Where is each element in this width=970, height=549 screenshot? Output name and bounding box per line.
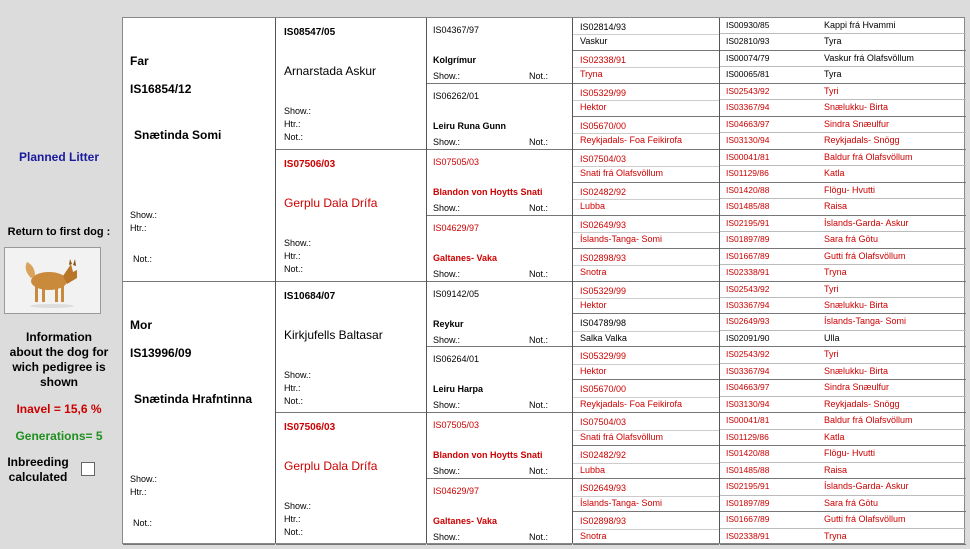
dog-reg-number: IS07505/03 <box>433 156 480 167</box>
dog-reg-number: IS00930/85 <box>726 20 770 30</box>
htr-label: Htr.: <box>284 250 301 261</box>
dog-name[interactable]: Ulla <box>824 332 840 343</box>
gen5-dog-row[interactable] <box>720 232 966 248</box>
dog-name[interactable]: Tyri <box>824 283 839 294</box>
show-label: Show.: <box>284 237 312 248</box>
dog-reg-number: IS13996/09 <box>130 345 192 360</box>
dog-reg-number: IS02543/92 <box>726 283 770 294</box>
not-label: Not.: <box>284 263 304 274</box>
show-label: Show.: <box>433 71 461 81</box>
not-label: Not.: <box>529 466 549 477</box>
dog-name[interactable]: Gutti frá Olafsvöllum <box>824 250 906 261</box>
gen4-dog-cell[interactable] <box>573 18 719 51</box>
gen5-dog-row[interactable] <box>720 298 966 314</box>
show-label: Show.: <box>284 369 312 380</box>
gen4-dog-cell[interactable] <box>573 249 719 282</box>
gen3-dog-cell[interactable] <box>427 84 572 150</box>
dog-reg-number: IS01420/88 <box>726 184 770 195</box>
gen5-dog-row[interactable] <box>720 512 966 528</box>
show-label: Show.: <box>433 400 461 411</box>
dog-reg-number: IS04663/97 <box>726 382 770 393</box>
inavel-value: Inavel = 15,6 % <box>16 402 102 416</box>
gen5-dog-row[interactable] <box>720 413 966 429</box>
not-label: Not.: <box>284 132 304 142</box>
gen5-dog-row[interactable] <box>720 199 966 215</box>
row-divider <box>573 100 719 101</box>
row-divider <box>573 364 719 365</box>
dog-reg-number: IS09142/05 <box>433 288 480 299</box>
gen5-dog-row[interactable] <box>720 529 966 545</box>
dog-name[interactable]: Íslands-Garda- Askur <box>824 217 909 228</box>
return-first-dog-label: Return to first dog : <box>7 226 111 238</box>
dog-name[interactable]: Blandon von Hoytts Snati <box>433 186 543 197</box>
dog-name[interactable]: Íslands-Tanga- Somi <box>580 234 663 245</box>
gen3-dog-cell[interactable] <box>427 479 572 545</box>
dog-name[interactable]: Leiru Runa Gunn <box>433 120 506 131</box>
inbreeding-label: Inbreeding calculated <box>7 455 69 484</box>
dog-name[interactable]: Sindra Snæulfur <box>824 118 890 129</box>
dog-name[interactable]: Vaskur frá Olafsvöllum <box>824 52 914 63</box>
gen4-dog-cell[interactable] <box>573 413 719 446</box>
not-label: Not.: <box>529 400 549 411</box>
dog-reg-number: IS01667/89 <box>726 250 770 261</box>
dog-name[interactable]: Reykjadals- Foa Feikirofa <box>580 398 683 409</box>
dog-name[interactable]: Leiru Harpa <box>433 384 484 395</box>
gen4-dog-cell[interactable] <box>573 51 719 84</box>
dog-name[interactable]: Tyra <box>824 36 842 47</box>
dog-name[interactable]: Baldur frá Olafsvöllum <box>824 415 913 426</box>
row-divider <box>573 166 719 167</box>
gen5-dog-row[interactable] <box>720 282 966 298</box>
dog-reg-number: IS02091/90 <box>726 332 770 343</box>
gen5-dog-row[interactable] <box>720 397 966 413</box>
gen5-dog-row[interactable] <box>720 314 966 330</box>
not-label: Not.: <box>133 517 153 528</box>
gen5-dog-row[interactable] <box>720 249 966 265</box>
dog-reg-number: IS10684/07 <box>284 290 336 302</box>
dog-reg-number: IS02338/91 <box>726 267 770 278</box>
dog-reg-number: IS05329/99 <box>580 87 627 98</box>
dog-reg-number: IS02810/93 <box>726 36 770 47</box>
dog-reg-number: IS00041/81 <box>726 151 770 162</box>
dog-name[interactable]: Snætinda Somi <box>134 128 222 142</box>
dog-name[interactable]: Tyra <box>824 69 842 80</box>
gen5-dog-row[interactable] <box>720 265 966 281</box>
show-label: Show.: <box>433 136 461 147</box>
dog-reg-number: IS05329/99 <box>580 351 627 362</box>
dog-name[interactable]: Snotra <box>580 530 607 541</box>
row-divider <box>573 133 719 134</box>
dog-reg-number: IS00065/81 <box>726 69 770 80</box>
pedigree-column-gen5 <box>720 18 966 543</box>
gen4-dog-cell[interactable] <box>573 84 719 117</box>
row-divider <box>573 199 719 200</box>
gen4-dog-cell[interactable] <box>573 183 719 216</box>
dog-name[interactable]: Tyri <box>824 85 839 96</box>
gen3-dog-cell[interactable] <box>427 282 572 348</box>
show-label: Show.: <box>433 202 461 213</box>
dog-reg-number: IS01897/89 <box>726 234 770 245</box>
gen2-dog-cell[interactable] <box>276 150 426 282</box>
dog-reg-number: IS04367/97 <box>433 25 480 35</box>
first-dog-thumbnail[interactable] <box>4 247 101 314</box>
dog-name[interactable]: Flögu- Hvutti <box>824 184 876 195</box>
dog-name[interactable]: Blandon von Hoytts Snati <box>433 450 543 461</box>
gen5-dog-row[interactable] <box>720 100 966 116</box>
gen5-dog-row[interactable] <box>720 51 966 67</box>
dog-name[interactable]: Tryna <box>824 267 847 278</box>
dog-reg-number: IS02543/92 <box>726 349 770 360</box>
dog-reg-number: IS02543/92 <box>726 85 770 96</box>
dog-name[interactable]: Kirkjufells Baltasar <box>284 327 383 342</box>
show-label: Show.: <box>433 466 461 477</box>
not-label: Not.: <box>284 395 304 406</box>
dog-reg-number: IS02482/92 <box>580 450 627 461</box>
gen5-dog-row[interactable] <box>720 479 966 495</box>
dog-name[interactable]: Galtanes- Vaka <box>433 516 498 527</box>
sidebar <box>0 0 118 549</box>
gen5-dog-row[interactable] <box>720 463 966 479</box>
not-label: Not.: <box>529 202 549 213</box>
dog-name[interactable]: Katla <box>824 431 845 442</box>
row-divider <box>573 529 719 530</box>
not-label: Not.: <box>529 334 549 345</box>
dog-reg-number: IS02649/93 <box>580 219 627 230</box>
dog-name[interactable]: Reykjadals- Snögg <box>824 135 900 146</box>
dog-name[interactable]: Raisa <box>824 464 848 475</box>
pedigree-column-gen3 <box>427 18 573 543</box>
not-label: Not.: <box>529 268 549 279</box>
row-divider <box>573 463 719 464</box>
row-divider <box>573 298 719 299</box>
dog-name[interactable]: Íslands-Garda- Askur <box>824 481 909 492</box>
htr-label: Htr.: <box>130 223 147 233</box>
dog-name[interactable]: Sara frá Götu <box>824 497 879 508</box>
gen5-dog-row[interactable] <box>720 166 966 182</box>
dog-reg-number: IS07505/03 <box>433 420 480 431</box>
dog-name[interactable]: Snælukku- Birta <box>824 365 889 376</box>
show-label: Show.: <box>130 473 158 484</box>
htr-label: Htr.: <box>130 486 147 497</box>
gen4-dog-cell[interactable] <box>573 117 719 150</box>
gen4-dog-cell[interactable] <box>573 380 719 413</box>
dog-reg-number: IS00074/79 <box>726 52 770 63</box>
dog-name[interactable]: Kolgrímur <box>433 55 477 65</box>
gen3-dog-cell[interactable] <box>427 413 572 479</box>
dog-name[interactable]: Baldur frá Olafsvöllum <box>824 151 913 162</box>
dog-name[interactable]: Gutti frá Olafsvöllum <box>824 514 906 525</box>
dog-name[interactable]: Gerplu Dala Drífa <box>284 195 378 210</box>
dog-name[interactable]: Íslands-Tanga- Somi <box>824 316 907 327</box>
dog-name[interactable]: Reykjadals- Snögg <box>824 398 900 409</box>
dog-name[interactable]: Snætinda Hrafntinna <box>134 391 253 406</box>
dog-name[interactable]: Flögu- Hvutti <box>824 448 876 459</box>
not-label: Not.: <box>529 532 549 543</box>
gen5-dog-row[interactable] <box>720 18 966 34</box>
dog-reg-number: IS02898/93 <box>580 516 627 527</box>
row-divider <box>573 397 719 398</box>
info-text: Information about the dog for wich pedigree is shown <box>9 330 109 389</box>
dog-name[interactable]: Katla <box>824 168 845 179</box>
row-divider <box>573 67 719 68</box>
gen5-dog-row[interactable] <box>720 364 966 380</box>
gen5-dog-row[interactable] <box>720 446 966 462</box>
dog-reg-number: IS16854/12 <box>130 82 192 96</box>
dog-reg-number: IS07506/03 <box>284 422 336 434</box>
gen4-dog-cell[interactable] <box>573 282 719 315</box>
dog-reg-number: IS07504/03 <box>580 153 627 164</box>
gen5-dog-row[interactable] <box>720 347 966 363</box>
dog-name[interactable]: Reykjadals- Foa Feikirofa <box>580 135 683 146</box>
gen4-dog-cell[interactable] <box>573 479 719 512</box>
dog-reg-number: IS04663/97 <box>726 118 770 129</box>
dog-reg-number: IS02195/91 <box>726 481 770 492</box>
not-label: Not.: <box>284 527 304 538</box>
dog-reg-number: IS05670/00 <box>580 384 627 395</box>
dog-reg-number: IS03367/94 <box>726 299 770 310</box>
dog-reg-number: IS03367/94 <box>726 365 770 376</box>
dog-reg-number: IS07506/03 <box>284 158 336 170</box>
gen5-dog-row[interactable] <box>720 430 966 446</box>
not-label: Not.: <box>133 254 153 264</box>
dog-role: Mor <box>130 317 152 332</box>
dog-reg-number: IS02649/93 <box>726 316 770 327</box>
gen4-dog-cell[interactable] <box>573 512 719 545</box>
dog-name[interactable]: Tryna <box>580 69 603 80</box>
dog-reg-number: IS05670/00 <box>580 120 627 131</box>
show-label: Show.: <box>284 501 312 512</box>
dog-reg-number: IS02482/92 <box>580 186 627 197</box>
dog-reg-number: IS01667/89 <box>726 514 770 525</box>
dog-role: Far <box>130 54 149 68</box>
dog-reg-number: IS06264/01 <box>433 354 480 365</box>
dog-name[interactable]: Gerplu Dala Drífa <box>284 459 378 474</box>
dog-name[interactable]: Galtanes- Vaka <box>433 252 498 263</box>
gen3-dog-cell[interactable] <box>427 18 572 84</box>
gen5-dog-row[interactable] <box>720 67 966 83</box>
dog-reg-number: IS02898/93 <box>580 252 627 263</box>
dog-name[interactable]: Hektor <box>580 102 607 113</box>
dog-name[interactable]: Lubba <box>580 201 606 212</box>
dog-reg-number: IS01129/86 <box>726 168 769 179</box>
not-label: Not.: <box>529 71 549 81</box>
dog-name[interactable]: Snati frá Olafsvöllum <box>580 168 664 179</box>
pedigree-column-gen1 <box>123 18 276 543</box>
dog-reg-number: IS01897/89 <box>726 497 770 508</box>
row-divider <box>573 265 719 266</box>
dog-reg-number: IS01420/88 <box>726 448 770 459</box>
dog-reg-number: IS03130/94 <box>726 398 770 409</box>
gen4-dog-cell[interactable] <box>573 216 719 249</box>
dog-reg-number: IS05329/99 <box>580 285 627 296</box>
show-label: Show.: <box>130 210 158 220</box>
dog-icon <box>5 248 100 313</box>
row-divider <box>573 496 719 497</box>
gen5-dog-row[interactable] <box>720 380 966 396</box>
row-divider <box>573 232 719 233</box>
gen5-dog-row[interactable] <box>720 34 966 50</box>
dog-reg-number: IS03130/94 <box>726 135 770 146</box>
gen2-dog-cell[interactable] <box>276 282 426 414</box>
dog-reg-number: IS03367/94 <box>726 102 770 113</box>
planned-litter-link[interactable]: Planned Litter <box>18 150 99 164</box>
gen5-dog-row[interactable] <box>720 84 966 100</box>
dog-reg-number: IS01485/88 <box>726 201 770 212</box>
gen3-dog-cell[interactable] <box>427 150 572 216</box>
dog-reg-number: IS04789/98 <box>580 318 627 329</box>
pedigree-table <box>122 17 965 544</box>
dog-name[interactable]: Tryna <box>824 530 847 541</box>
dog-name[interactable]: Sara frá Götu <box>824 234 879 245</box>
gen5-dog-row[interactable] <box>720 183 966 199</box>
htr-label: Htr.: <box>284 119 301 129</box>
dog-name[interactable]: Kappi frá Hvammi <box>824 20 896 30</box>
dog-name[interactable]: Snotra <box>580 267 607 278</box>
gen1-dog-cell[interactable] <box>123 18 275 282</box>
dog-reg-number: IS02195/91 <box>726 217 770 228</box>
show-label: Show.: <box>284 106 312 116</box>
gen5-dog-row[interactable] <box>720 496 966 512</box>
dog-name[interactable]: Salka Valka <box>580 332 627 343</box>
dog-reg-number: IS07504/03 <box>580 417 627 428</box>
dog-reg-number: IS08547/05 <box>284 27 336 38</box>
gen3-dog-cell[interactable] <box>427 347 572 413</box>
dog-name[interactable]: Hektor <box>580 365 607 376</box>
gen4-dog-cell[interactable] <box>573 347 719 380</box>
dog-reg-number: IS06262/01 <box>433 90 480 101</box>
row-divider <box>573 430 719 431</box>
generations-value: Generations= 5 <box>15 429 103 443</box>
dog-name[interactable]: Tyri <box>824 349 839 360</box>
htr-label: Htr.: <box>284 382 301 393</box>
gen5-dog-row[interactable] <box>720 331 966 347</box>
dog-name[interactable]: Arnarstada Askur <box>284 64 377 78</box>
dog-reg-number: IS02814/93 <box>580 22 627 32</box>
gen5-dog-row[interactable] <box>720 133 966 149</box>
dog-name[interactable]: Sindra Snæulfur <box>824 382 890 393</box>
gen1-dog-cell[interactable] <box>123 282 275 546</box>
gen5-dog-row[interactable] <box>720 117 966 133</box>
gen4-dog-cell[interactable] <box>573 150 719 183</box>
row-divider <box>573 331 719 332</box>
dog-reg-number: IS01485/88 <box>726 464 770 475</box>
dog-name[interactable]: Reykur <box>433 318 464 329</box>
dog-name[interactable]: Snati frá Olafsvöllum <box>580 431 664 442</box>
dog-reg-number: IS04629/97 <box>433 222 480 233</box>
dog-name[interactable]: Snælukku- Birta <box>824 102 889 113</box>
dog-name[interactable]: Hektor <box>580 299 607 310</box>
pedigree-column-gen4 <box>573 18 720 543</box>
gen5-dog-row[interactable] <box>720 216 966 232</box>
row-divider <box>573 34 719 35</box>
dog-name[interactable]: Íslands-Tanga- Somi <box>580 497 663 508</box>
dog-name[interactable]: Vaskur <box>580 36 608 47</box>
show-label: Show.: <box>433 334 461 345</box>
gen2-dog-cell[interactable] <box>276 18 426 150</box>
dog-reg-number: IS02338/91 <box>580 54 627 65</box>
dog-name[interactable]: Lubba <box>580 464 606 475</box>
not-label: Not.: <box>529 136 549 147</box>
pedigree-column-gen2 <box>276 18 427 543</box>
dog-reg-number: IS00041/81 <box>726 415 770 426</box>
gen5-dog-row[interactable] <box>720 150 966 166</box>
dog-reg-number: IS01129/86 <box>726 431 769 442</box>
htr-label: Htr.: <box>284 514 301 525</box>
gen3-dog-cell[interactable] <box>427 216 572 282</box>
inbreeding-checkbox[interactable] <box>81 462 95 476</box>
show-label: Show.: <box>433 268 461 279</box>
gen4-dog-cell[interactable] <box>573 314 719 347</box>
gen2-dog-cell[interactable] <box>276 413 426 545</box>
dog-name[interactable]: Raisa <box>824 201 848 212</box>
gen4-dog-cell[interactable] <box>573 446 719 479</box>
dog-reg-number: IS04629/97 <box>433 486 480 497</box>
show-label: Show.: <box>433 532 461 543</box>
dog-reg-number: IS02338/91 <box>726 530 770 541</box>
dog-reg-number: IS02649/93 <box>580 483 627 494</box>
dog-name[interactable]: Snælukku- Birta <box>824 299 889 310</box>
